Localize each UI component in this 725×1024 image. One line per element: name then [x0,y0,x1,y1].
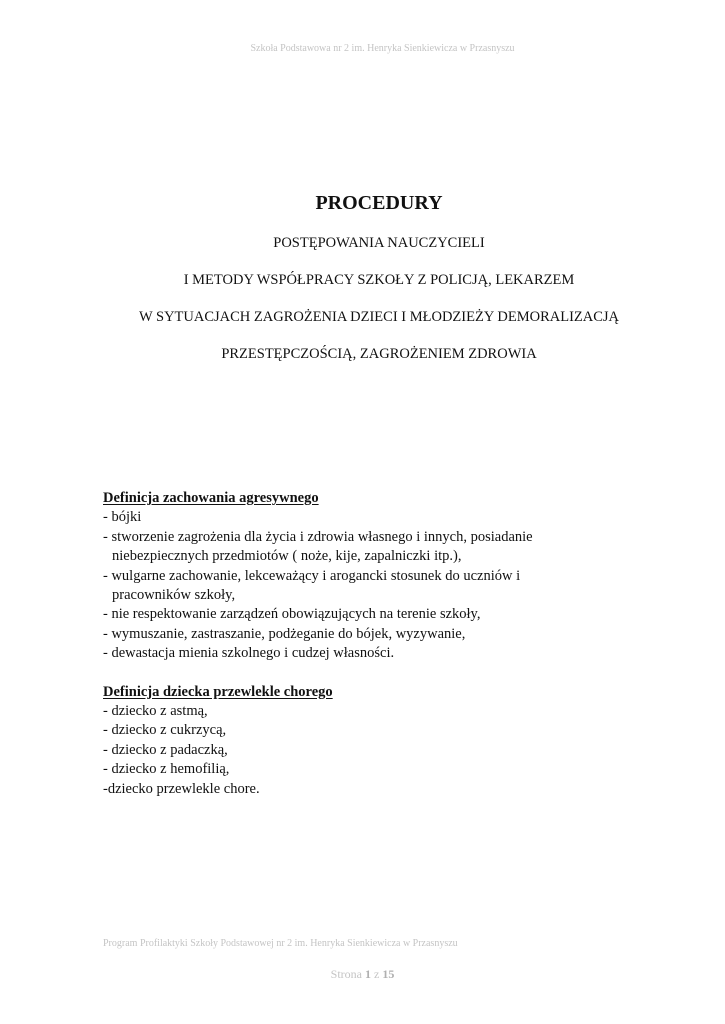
page-total: 15 [382,967,395,981]
list-item: - nie respektowanie zarządzeń obowiązujących na terenie szkoły, [103,606,481,623]
list-item: - stworzenie zagrożenia dla życia i zdrowia własnego i innych, posiadanie niebezpiecznych przedmiotów ( noże, kije, zapalniczki itp.), [103,528,533,565]
list-item: - wulgarne zachowanie, lekceważący i arogancki stosunek do uczniów i pracowników szkoły, [103,567,521,604]
section-heading: Definicja zachowania agresywnego [103,490,319,506]
list-item: - dziecko z cukrzycą, [103,722,227,739]
list-item: - dziecko z astmą, [103,703,208,720]
list-item: -dziecko przewlekle chore. [103,780,260,797]
page-footer: Program Profilaktyki Szkoły Podstawowej nr 2 im. Henryka Sienkiewicza w Przasnyszu [103,938,458,949]
list-item: - bójki [103,509,142,526]
section-aggressive-behavior [103,489,573,664]
page-current: 1 [365,967,371,981]
list-item: - dewastacja mienia szkolnego i cudzej własności. [103,645,395,662]
subtitle-line: I METODY WSPÓŁPRACY SZKOŁY Z POLICJĄ, LEKARZEM [183,272,575,288]
document-title: PROCEDURY [315,192,443,214]
document-subtitle [0,234,725,382]
page-label: Strona [330,967,362,981]
list-item: - wymuszanie, zastraszanie, podżeganie do bójek, wyzywanie, [103,625,466,642]
section-chronically-ill-child [103,683,573,799]
subtitle-line: W SYTUACJACH ZAGROŻENIA DZIECI I MŁODZIEŻY DEMORALIZACJĄ [138,309,620,325]
subtitle-line: PRZESTĘPCZOŚCIĄ, ZAGROŻENIEM ZDROWIA [221,346,537,362]
page-number [0,967,725,982]
section-heading: Definicja dziecka przewlekle chorego [103,683,333,700]
list-item: - dziecko z padaczką, [103,741,228,758]
subtitle-line: POSTĘPOWANIA NAUCZYCIELI [273,235,485,251]
document-body [103,489,573,799]
page-header: Szkoła Podstawowa nr 2 im. Henryka Sienkiewicza w Przasnyszu [250,43,515,54]
list-item: - dziecko z hemofilią, [103,761,230,778]
page-separator: z [374,967,380,981]
